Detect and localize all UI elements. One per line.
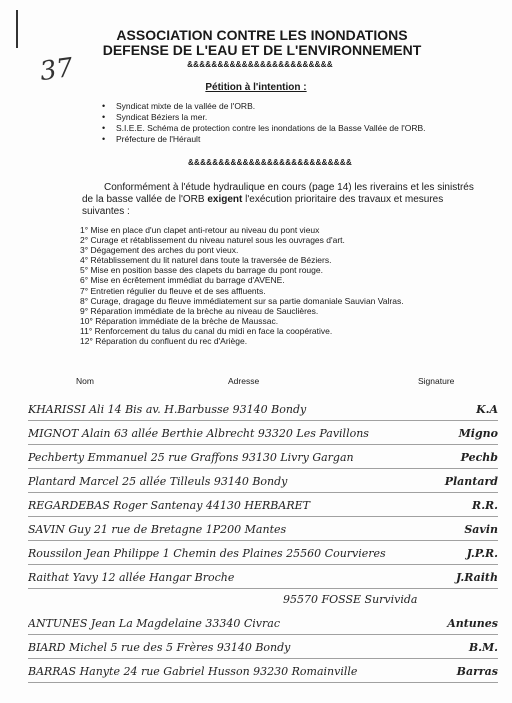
signature-row bbox=[28, 496, 498, 518]
signer-signature: Plantard bbox=[444, 475, 498, 488]
signature-row bbox=[28, 472, 498, 494]
demand-item: 4° Rétablissement du lit naturel dans toute la traversée de Béziers. bbox=[80, 255, 332, 266]
signer-signature: J.Raith bbox=[456, 571, 498, 584]
recipient-item: • S.I.E.E. Schéma de protection contre les inondations de la Basse Vallée de l'ORB. bbox=[100, 123, 426, 134]
signer-signature: J.P.R. bbox=[466, 547, 498, 560]
signer-signature: Antunes bbox=[447, 617, 498, 630]
signer-entry: ANTUNES Jean La Magdelaine 33340 Civrac bbox=[28, 617, 280, 630]
signature-row bbox=[28, 520, 498, 542]
signer-entry: Pechberty Emmanuel 25 rue Graffons 93130 Livry Gargan bbox=[28, 451, 354, 464]
signer-entry: Plantard Marcel 25 allée Tilleuls 93140 Bondy bbox=[28, 475, 288, 488]
signer-entry: Raithat Yavy 12 allée Hangar Broche bbox=[28, 571, 235, 584]
signer-entry: SAVIN Guy 21 rue de Bretagne 1P200 Mantes bbox=[28, 523, 287, 536]
demand-item: 9° Réparation immédiate de la brèche au niveau de Sauclières. bbox=[80, 305, 319, 316]
demand-item: 7° Entretien régulier du fleuve et de ses affluents. bbox=[80, 285, 266, 296]
petition-heading: Pétition à l'intention : bbox=[205, 82, 307, 93]
intro-emphasis: exigent bbox=[207, 194, 243, 205]
signature-row bbox=[28, 424, 498, 446]
demand-item: 1° Mise en place d'un clapet anti-retour au niveau du pont vieux bbox=[80, 225, 320, 235]
signer-entry: Roussilon Jean Philippe 1 Chemin des Plaines 25560 Courvieres bbox=[28, 547, 386, 560]
signer-entry: MIGNOT Alain 63 allée Berthie Albrecht 93320 Les Pavillons bbox=[28, 427, 369, 440]
intro-paragraph bbox=[82, 182, 482, 218]
signature-row bbox=[28, 590, 498, 612]
association-title-line1: ASSOCIATION CONTRE LES INONDATIONS bbox=[116, 27, 408, 43]
demand-item: 12° Réparation du confluent du rec d'Ariège. bbox=[80, 336, 248, 347]
signer-entry: BARRAS Hanyte 24 rue Gabriel Husson 93230 Romainville bbox=[28, 665, 358, 678]
signature-row bbox=[28, 614, 498, 636]
signer-signature: B.M. bbox=[468, 641, 498, 654]
signer-signature: Barras bbox=[456, 665, 498, 678]
column-signature: Signature bbox=[418, 376, 455, 386]
signer-entry: BIARD Michel 5 rue des 5 Frères 93140 Bondy bbox=[28, 641, 291, 654]
signature-row bbox=[28, 544, 498, 566]
recipient-list bbox=[100, 101, 426, 145]
column-name: Nom bbox=[76, 376, 94, 386]
demand-item: 6° Mise en écrêtement immédiat du barrage d'AVENE. bbox=[80, 275, 285, 286]
demand-item: 11° Renforcement du talus du canal du midi en face la coopérative. bbox=[80, 325, 333, 336]
demand-item: 8° Curage, dragage du fleuve immédiatement sur sa partie domaniale Sauvian Valras. bbox=[80, 295, 404, 306]
demand-item: 3° Dégagement des arches du pont vieux. bbox=[80, 245, 239, 256]
ampersand-separator: &&&&&&&&&&&&&&&&&&&&&&&& bbox=[187, 60, 333, 69]
signature-row bbox=[28, 448, 498, 470]
signature-row bbox=[28, 400, 498, 422]
intro-text-end: l'exécution prioritaire des travaux et mesures suivantes : bbox=[82, 194, 444, 217]
signature-row bbox=[28, 568, 498, 590]
demand-item: 2° Curage et rétablissement du niveau naturel sous les ouvrages d'art. bbox=[80, 235, 345, 246]
signer-signature: Pechb bbox=[460, 451, 498, 464]
signer-entry: 95570 FOSSE Survivida bbox=[283, 593, 418, 606]
demand-item: 5° Mise en position basse des clapets du barrage du pont rouge. bbox=[80, 265, 323, 276]
association-title-line2: DEFENSE DE L'EAU ET DE L'ENVIRONNEMENT bbox=[102, 42, 422, 58]
signer-signature: Migno bbox=[458, 427, 498, 440]
signature-rows bbox=[28, 400, 498, 700]
demands-list bbox=[80, 225, 404, 346]
recipient-item: • Syndicat mixte de la vallée de l'ORB. bbox=[100, 101, 426, 112]
demand-item: 10° Réparation immédiate de la brèche de Maussac. bbox=[80, 315, 279, 326]
signer-entry: REGARDEBAS Roger Santenay 44130 HERBARET bbox=[28, 499, 310, 512]
signature-row bbox=[28, 662, 498, 684]
signer-entry: KHARISSI Ali 14 Bis av. H.Barbusse 93140 Bondy bbox=[28, 403, 307, 416]
recipient-item: • Préfecture de l'Hérault bbox=[100, 134, 426, 145]
ampersand-separator-2: &&&&&&&&&&&&&&&&&&&&&&&&&&& bbox=[187, 158, 353, 167]
signer-signature: K.A bbox=[476, 403, 498, 416]
page-number: 37 bbox=[38, 52, 76, 88]
signer-signature: Savin bbox=[464, 523, 498, 536]
signer-signature: R.R. bbox=[472, 499, 498, 512]
signature-row bbox=[28, 638, 498, 660]
recipient-item: • Syndicat Béziers la mer. bbox=[100, 112, 426, 123]
column-address: Adresse bbox=[228, 376, 260, 386]
margin-mark bbox=[16, 10, 18, 48]
intro-text: Conformément à l'étude hydraulique en cours (page 14) les riverains et les sinistrés de la basse vallée de l'ORB bbox=[82, 182, 474, 205]
